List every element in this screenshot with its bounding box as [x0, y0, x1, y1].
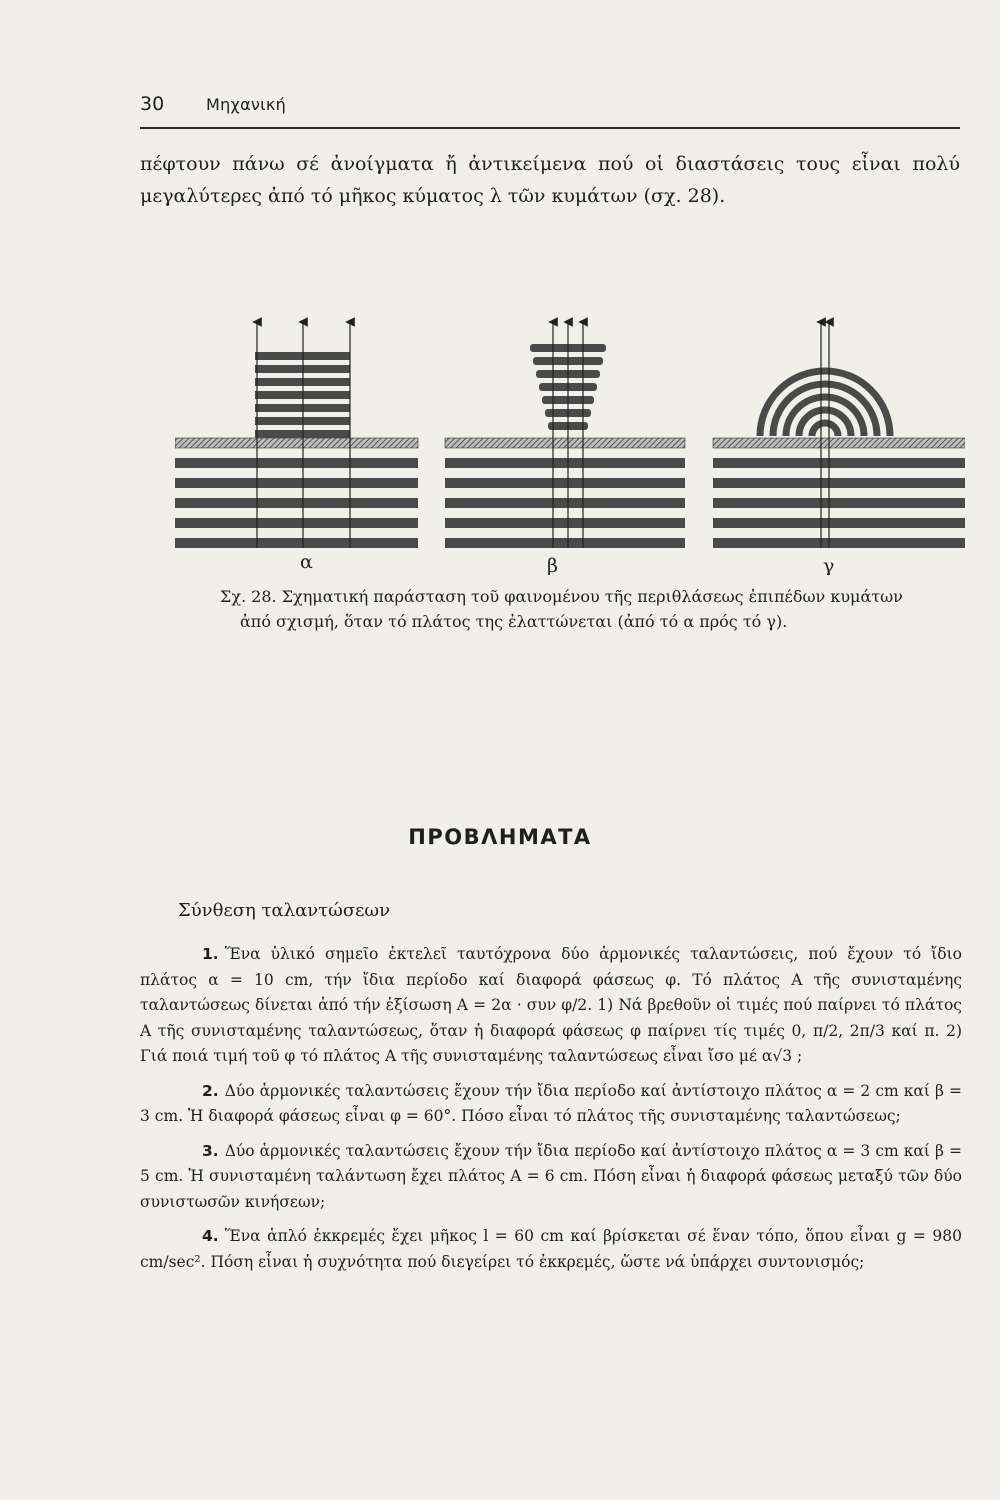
wavefront [713, 498, 965, 508]
barrier [175, 438, 418, 448]
figure-label-a: α [300, 551, 313, 573]
intro-paragraph: πέφτουν πάνω σέ ἀνοίγματα ἤ ἀντικείμενα πού οἱ διαστάσεις τους εἶναι πολύ μεγαλύτερες ἀπό τό μῆκος κύματος λ τῶν κυμάτων (σχ. 28). [140, 153, 960, 207]
problem-number: 3. [202, 1141, 219, 1160]
problem-text: Ἕνα ὑλικό σημεῖο ἐκτελεῖ ταυτόχρονα δύο ἁρμονικές ταλαντώσεις, πού ἔχουν τό ἴδιο πλάτος α = 10 cm, τήν ἴδια περίοδο καί διαφορά φάσεως φ. Τό πλάτος Α τῆς συνισταμένης ταλαντώσεως δίνεται ἀπό τήν ἐξίσωση Α = 2α · συν φ/2. 1) Νά βρεθοῦν οἱ τιμές πού παίρνει τό πλάτος Α τῆς συνισταμένης ταλαντώσεως, ὅταν ἡ διαφορά φάσεως φ παίρνει τίς τιμές 0, π/2, 2π/3 καί π. 2) Γιά ποιά τιμή τοῦ φ τό πλάτος Α τῆς συνισταμένης ταλαντώσεως εἶναι ἴσο μέ α√3 ; [140, 945, 962, 1065]
problems-list [140, 942, 962, 1284]
caption-line-1: Σχ. 28. Σχηματική παράσταση τοῦ φαινομένου τῆς περιθλάσεως ἐπιπέδων κυμάτων [220, 587, 903, 606]
wavefront [713, 458, 965, 468]
wavefront [175, 538, 418, 548]
barrier [713, 438, 965, 448]
diffraction-diagram [175, 310, 965, 575]
wavefront [175, 458, 418, 468]
page-header [140, 93, 960, 121]
page-number: 30 [140, 93, 165, 115]
caption-line-2: ἀπό σχισμή, ὅταν τό πλάτος της ἐλαττώνεται (ἀπό τό α πρός τό γ). [240, 612, 788, 631]
wavefront [713, 478, 965, 488]
wavefront [175, 518, 418, 528]
wavefront [175, 478, 418, 488]
problem-number: 4. [202, 1227, 219, 1245]
problem-number: 1. [202, 945, 219, 963]
panel-b [445, 322, 685, 548]
diffraction-figure [175, 310, 965, 575]
figure-caption [220, 584, 980, 634]
figure-label-c: γ [823, 555, 835, 575]
section-title: ΠΡΟΒΛΗΜΑΤΑ [408, 825, 592, 849]
problem-text: Ἕνα ἁπλό ἐκκρεμές ἔχει μῆκος l = 60 cm καί βρίσκεται σέ ἕναν τόπο, ὅπου εἶναι g = 980 cm/sec². Πόση εἶναι ἡ συχνότητα πού διεγείρει τό ἐκκρεμές, ὥστε νά ὑπάρχει συντονισμός; [140, 1227, 962, 1271]
panel-c [713, 322, 965, 548]
wavefront [713, 518, 965, 528]
header-rule [140, 127, 960, 129]
problem-2 [140, 1079, 962, 1130]
wavefront [445, 478, 685, 488]
wavefront [175, 498, 418, 508]
barrier [445, 438, 685, 448]
wavefront [445, 538, 685, 548]
running-head: Μηχανική [206, 95, 287, 114]
panel-a [175, 322, 418, 548]
wavefront [445, 458, 685, 468]
problem-3 [140, 1139, 962, 1216]
circular-wavefront [812, 423, 838, 436]
wavefront [713, 538, 965, 548]
problem-text: Δύο ἁρμονικές ταλαντώσεις ἔχουν τήν ἴδια περίοδο καί ἀντίστοιχο πλάτος α = 2 cm καί β = 3 cm. Ἡ διαφορά φάσεως εἶναι φ = 60°. Πόσο εἶναι τό πλάτος τῆς συνισταμένης ταλαντώσεως; [140, 1081, 962, 1125]
subsection-title: Σύνθεση ταλαντώσεων [178, 900, 391, 921]
problem-number: 2. [202, 1081, 219, 1100]
wavefront [445, 498, 685, 508]
problem-text: Δύο ἁρμονικές ταλαντώσεις ἔχουν τήν ἴδια περίοδο καί ἀντίστοιχο πλάτος α = 3 cm καί β = 5 cm. Ἡ συνισταμένη ταλάντωση ἔχει πλάτος Α = 6 cm. Πόση εἶναι ἡ διαφορά φάσεως μεταξύ τῶν δύο συνιστωσῶν κινήσεων; [140, 1141, 962, 1211]
problem-1 [140, 942, 962, 1070]
problem-4 [140, 1224, 962, 1275]
figure-label-b: β [547, 555, 558, 575]
wavefront [445, 518, 685, 528]
